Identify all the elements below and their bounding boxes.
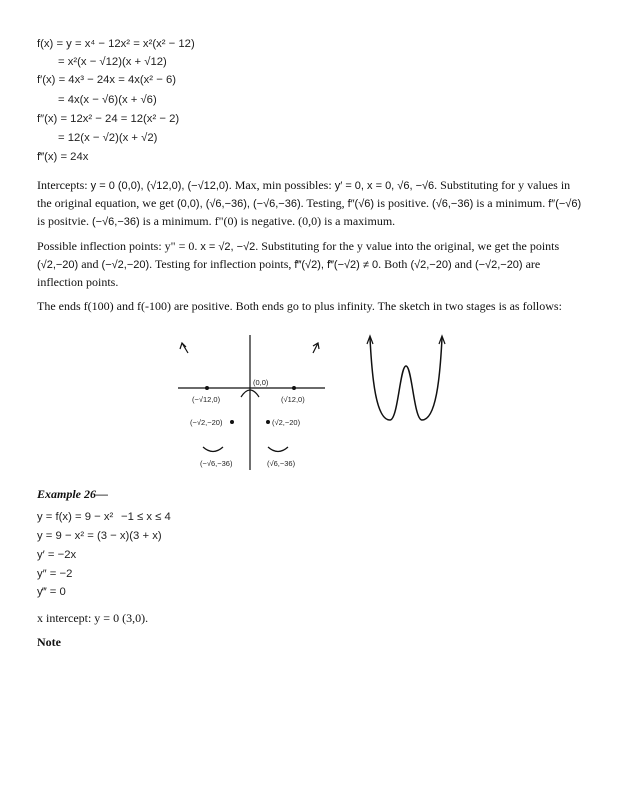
p2-text-1: Possible inflection points: y" = 0. xyxy=(37,239,201,253)
label-neg-root12: (−√12,0) xyxy=(192,395,221,404)
example-line-2: y = 9 − x² = (3 − x)(3 + x) xyxy=(37,530,162,542)
p2-math-1: x = √2, −√2 xyxy=(200,241,256,253)
example-line-5: y‴ = 0 xyxy=(37,586,66,598)
p1-math-4: f″(√6) xyxy=(347,198,375,210)
p2-text-3: and xyxy=(78,257,102,271)
derivation-line-1: f(x) = y = x⁴ − 12x² = x²(x² − 12) xyxy=(37,38,195,50)
left-intercept-dot xyxy=(205,386,209,390)
example-line-3: y′ = −2x xyxy=(37,549,77,561)
p1-text-7: is positvie. xyxy=(37,214,93,228)
example-domain: −1 ≤ x ≤ 4 xyxy=(121,511,171,523)
sketch-stage-one xyxy=(170,330,340,475)
example-line-4: y″ = −2 xyxy=(37,568,73,580)
left-inflection-dot xyxy=(230,420,234,424)
label-pos-min: (√6,−36) xyxy=(267,459,296,468)
label-pos-inflection: (√2,−20) xyxy=(272,418,301,427)
p2-math-4: f‴(√2), f‴(−√2) ≠ 0 xyxy=(294,259,379,271)
p1-text-2: . Max, min possibles: xyxy=(228,178,335,192)
left-min-cup xyxy=(203,447,223,452)
p1-text-8: is a minimum. f"(0) is negative. (0,0) is a maximum. xyxy=(139,214,396,228)
derivation-line-7: f‴(x) = 24x xyxy=(37,151,89,163)
p2-text-6: and xyxy=(451,257,475,271)
derivation-line-3: f′(x) = 4x³ − 24x = 4x(x² − 6) xyxy=(37,74,176,86)
right-min-cup xyxy=(268,447,288,452)
ends-paragraph: The ends f(100) and f(-100) are positive. Both ends go to plus infinity. The sketch in two stages is as follows: xyxy=(37,299,562,313)
p1-text-1: Intercepts: xyxy=(37,178,91,192)
derivation-line-5: f″(x) = 12x² − 24 = 12(x² − 2) xyxy=(37,113,180,125)
example-title: Example 26— xyxy=(37,487,108,501)
right-intercept-dot xyxy=(292,386,296,390)
p1-math-3: (0,0), (√6,−36), (−√6,−36) xyxy=(176,198,301,210)
p2-math-5: (√2,−20) xyxy=(410,259,452,271)
p2-text-7: are inflection points. xyxy=(37,257,541,289)
derivation-line-6: = 12(x − √2)(x + √2) xyxy=(58,132,158,144)
right-inflection-dot xyxy=(266,420,270,424)
p1-text-6: is a minimum. xyxy=(473,196,549,210)
sketch-stage-two xyxy=(358,328,458,428)
derivation-line-4: = 4x(x − √6)(x + √6) xyxy=(58,94,157,106)
p1-text-3: . Substituting for y values in the original equation, we get xyxy=(37,178,571,210)
label-neg-min: (−√6,−36) xyxy=(200,459,233,468)
p1-text-4: . Testing, xyxy=(300,196,348,210)
p2-math-3: (−√2,−20) xyxy=(101,259,150,271)
label-pos-root12: (√12,0) xyxy=(281,395,305,404)
p2-text-5: . Both xyxy=(378,257,411,271)
inflection-paragraph xyxy=(37,238,582,291)
derivation-line-2: = x²(x − √12)(x + √12) xyxy=(58,56,167,68)
p1-math-6: f″(−√6) xyxy=(548,198,582,210)
p2-math-2: (√2,−20) xyxy=(37,259,79,271)
analysis-paragraph xyxy=(37,177,582,231)
p1-math-5: (√6,−36) xyxy=(432,198,474,210)
example-line-1: y = f(x) = 9 − x² xyxy=(37,511,114,523)
p1-math-7: (−√6,−36) xyxy=(92,216,140,228)
p1-math-1: y = 0 (0,0), (√12,0), (−√12,0) xyxy=(90,180,229,192)
label-origin: (0,0) xyxy=(253,378,269,387)
quartic-curve xyxy=(370,338,442,420)
note-heading: Note xyxy=(37,635,61,649)
p1-text-5: is positive. xyxy=(374,196,433,210)
x-intercept-text: x intercept: y = 0 (3,0). xyxy=(37,611,149,625)
p1-math-2: y′ = 0, x = 0, √6, −√6 xyxy=(334,180,435,192)
p2-text-2: . Substituting for the y value into the original, we get the points xyxy=(255,239,560,253)
p2-math-6: (−√2,−20) xyxy=(474,259,523,271)
p2-text-4: . Testing for inflection points, xyxy=(149,257,295,271)
label-neg-inflection: (−√2,−20) xyxy=(190,418,223,427)
